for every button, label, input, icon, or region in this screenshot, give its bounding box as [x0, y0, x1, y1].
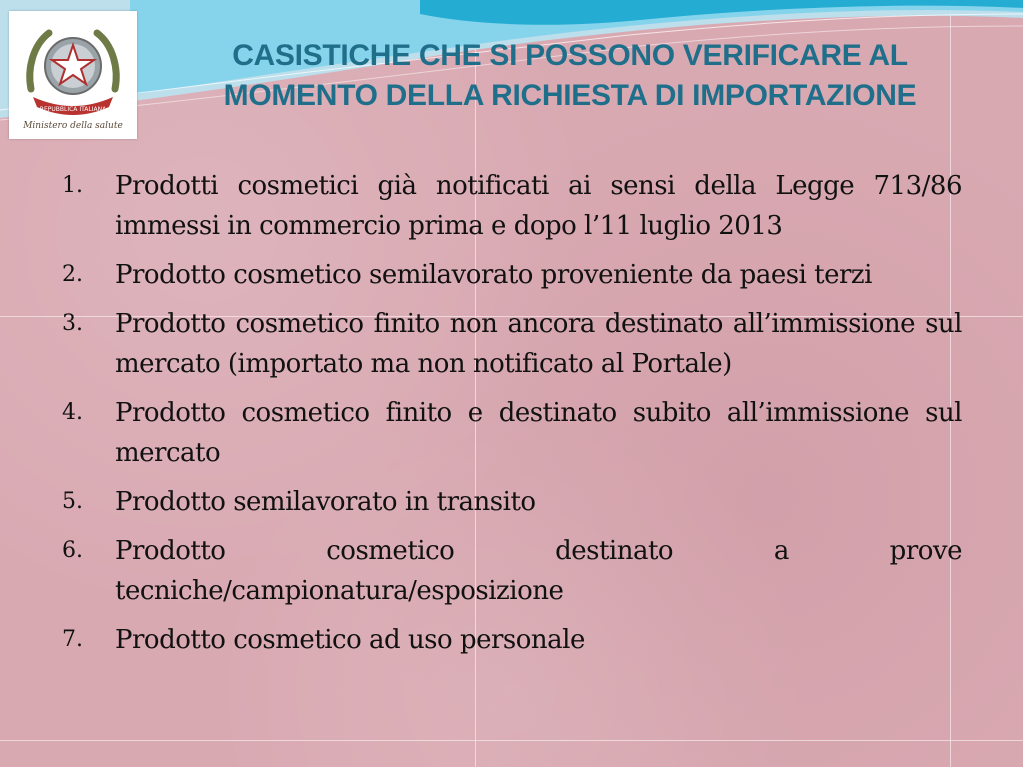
list-item-text: Prodotto cosmetico finito e destinato subito all’immissione sul mercato [115, 398, 962, 468]
list-item-text: Prodotto cosmetico finito non ancora destinato all’immissione sul mercato (importato ma non notificato al Portale) [115, 309, 962, 379]
list-item [62, 620, 962, 660]
emblem-logo [9, 11, 137, 139]
slide-title-line-2: MOMENTO DELLA RICHIESTA DI IMPORTAZIONE [223, 79, 917, 112]
list-item-number: 6. [62, 538, 83, 563]
list-item-text: Prodotto semilavorato in transito [115, 487, 536, 517]
list-item-text: Prodotti cosmetici già notificati ai sensi della Legge 713/86 immessi in commercio prima e dopo l’11 luglio 2013 [115, 171, 962, 241]
list-item [62, 531, 962, 611]
list-item [62, 166, 962, 246]
list-item [62, 482, 962, 522]
list-item-text: Prodotto cosmetico semilavorato proveniente da paesi terzi [115, 260, 872, 290]
list-item-number: 2. [62, 262, 83, 287]
list-item [62, 255, 962, 295]
list-item-text: Prodotto cosmetico destinato a prove tecniche/campionatura/esposizione [115, 536, 962, 606]
list-item [62, 304, 962, 384]
cases-list [62, 166, 962, 669]
slide-title-line-1: CASISTICHE CHE SI POSSONO VERIFICARE AL [232, 39, 908, 72]
emblem-ribbon-text: REPUBBLICA ITALIANA [39, 106, 107, 113]
list-item [62, 393, 962, 473]
list-item-number: 1. [62, 173, 83, 198]
slide-title [150, 36, 990, 116]
list-item-number: 7. [62, 627, 83, 652]
list-item-number: 4. [62, 400, 83, 425]
emblem-italian-republic-icon [9, 11, 137, 139]
list-item-number: 3. [62, 311, 83, 336]
emblem-caption: Ministero della salute [23, 121, 123, 131]
grid-line-horizontal [0, 740, 1023, 741]
list-item-number: 5. [62, 489, 83, 514]
list-item-text: Prodotto cosmetico ad uso personale [115, 625, 585, 655]
